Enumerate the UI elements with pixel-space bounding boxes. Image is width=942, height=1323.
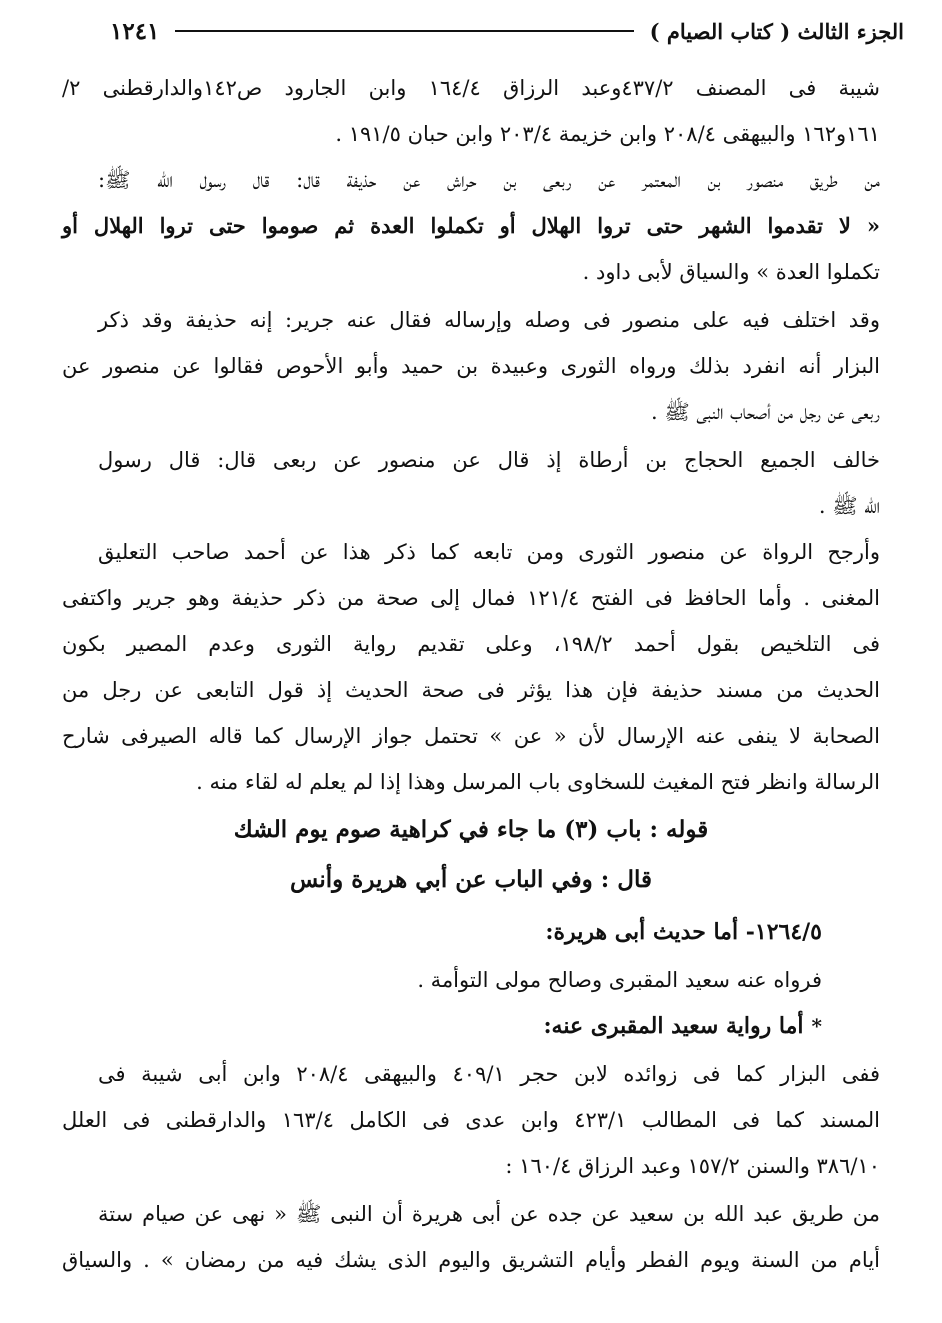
text-line: ١٦١و١٦٢ والبيهقى ٢٠٨/٤ وابن خزيمة ٢٠٣/٤ وابن حبان ١٩١/٥ . (335, 122, 880, 146)
text-line: الرسالة وانظر فتح المغيث للسخاوى باب المرسل وهذا إذا لم يعلم له لقاء منه . (196, 770, 880, 794)
text-line: ربعى عن رجل من أصحاب النبى ﷺ . (650, 400, 880, 424)
text-line: ٣٨٦/١٠ والسنن ١٥٧/٢ وعبد الرزاق ١٦٠/٤ : (505, 1154, 880, 1178)
page-number: ١٢٤١ (110, 17, 160, 45)
hadith-text-line: « لا تقدموا الشهر حتى تروا الهلال أو تكملوا العدة ثم صوموا حتى تروا الهلال أو (62, 213, 880, 238)
text-line: تكملوا العدة » والسياق لأبى داود . (582, 260, 880, 284)
text-line: المغنى . وأما الحافظ فى الفتح ١٢١/٤ فمال إلى صحة من ذكر حذيفة وهو جرير واكتفى (62, 586, 880, 610)
narration-heading-row (543, 1004, 822, 1048)
text-line: الحديث من مسند حذيفة فإن هذا يؤثر فى صحة الحديث إذ قول التابعى عن رجل من (62, 678, 880, 702)
section-subheading: قال : وفي الباب عن أبي هريرة وأنس (290, 866, 652, 893)
text-line: البزار أنه انفرد بذلك ورواه الثورى وعبيدة بن حميد وأبو الأحوص فقالوا عن منصور عن (62, 354, 881, 378)
asterisk-marker: * (811, 1014, 822, 1038)
text-line: خالف الجميع الحجاج بن أرطاة إذ قال عن منصور عن ربعى قال: قال رسول (98, 448, 880, 472)
text-line: الصحابة لا ينفى عنه الإرسال لأن « عن » تحتمل جواز الإرسال كما قاله الصيرفى شارح (62, 724, 880, 748)
narration-heading: أما رواية سعيد المقبرى عنه: (543, 1013, 804, 1039)
text-line: شيبة فى المصنف ٤٣٧/٢وعبد الرزاق ١٦٤/٤ وابن الجارود ص١٤٢والدارقطنى ٢/ (62, 76, 880, 100)
text-line: وقد اختلف فيه على منصور فى وصله وإرساله فقال عنه جرير: إنه حذيفة وقد ذكر (98, 308, 880, 332)
section-heading: قوله : باب (٣) ما جاء في كراهية صوم يوم الشك (233, 816, 709, 843)
text-line: من طريق منصور بن المعتمر عن ربعى بن حراش عن حذيفة قال: قال رسول الله ﷺ: (98, 168, 880, 192)
text-line: أيام من السنة ويوم الفطر وأيام التشريق واليوم الذى يشك فيه من رمضان » . والسياق (62, 1248, 880, 1272)
running-title: الجزء الثالث ( كتاب الصيام ) (649, 18, 904, 44)
text-line: المسند كما فى المطالب ٤٢٣/١ وابن عدى فى الكامل ١٦٣/٤ والدارقطنى فى العلل (62, 1108, 881, 1132)
text-line: الله ﷺ . (818, 494, 880, 518)
text-line: ففى البزار كما فى زوائده لابن حجر ٤٠٩/١ والبيهقى ٢٠٨/٤ وابن أبى شيبة فى (98, 1062, 880, 1086)
running-header (110, 14, 904, 48)
header-rule (175, 30, 633, 32)
hadith-heading: ١٢٦٤/٥- أما حديث أبى هريرة: (545, 919, 822, 945)
text-line: وأرجح الرواة عن منصور الثورى ومن تابعه كما ذكر هذا عن أحمد صاحب التعليق (98, 540, 880, 564)
text-line: من طريق عبد الله بن سعيد عن جده عن أبى هريرة أن النبى ﷺ « نهى عن صيام ستة (98, 1202, 880, 1226)
text-line: فى التلخيص بقول أحمد ١٩٨/٢، وعلى تقديم رواية الثورى وعدم المصير بكون (62, 632, 880, 656)
hadith-intro: فرواه عنه سعيد المقبرى وصالح مولى التوأمة . (417, 968, 822, 992)
